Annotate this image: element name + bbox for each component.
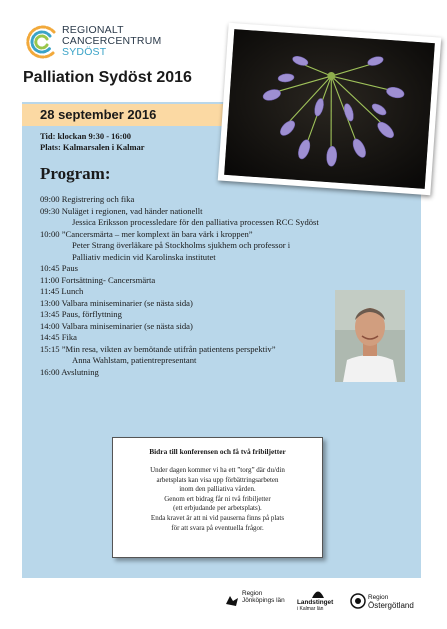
footer-text: i Kalmar län	[297, 606, 324, 612]
footer-region-jonkoping	[242, 590, 285, 604]
program-speaker: Jessica Eriksson processledare för den palliativa processen RCC Sydöst	[72, 217, 319, 227]
program-line: 10:45 Paus	[40, 263, 78, 273]
program-line: 14:00 Valbara miniseminarier (se nästa sida)	[40, 320, 193, 331]
box-line: inom den palliativa vården.	[179, 485, 256, 494]
program-speaker: Palliativ medicin vid Karolinska institutet	[72, 251, 216, 262]
footer-text: Östergötland	[368, 601, 414, 610]
program-heading: Program:	[40, 164, 111, 183]
event-time: Tid: klockan 9:30 - 16:00	[40, 131, 131, 141]
box-body	[113, 466, 322, 533]
logo-line3: SYDÖST	[62, 46, 107, 58]
program-speaker: Peter Strang överläkare på Stockholms sjukhem och professor i	[72, 240, 291, 250]
logo-text	[62, 25, 161, 58]
program-line: 15:15 ”Min resa, vikten av bemötande utifrån patientens perspektiv”	[40, 343, 276, 354]
logo-line1: REGIONALT	[62, 24, 124, 36]
program-line: 10:00 ”Cancersmärta – mer komplext än bara värk i kroppen”	[40, 228, 253, 239]
event-place: Plats: Kalmarsalen i Kalmar	[40, 142, 145, 152]
footer-text: Landstinget	[297, 599, 334, 606]
box-line: för att svara på eventuella frågor.	[171, 523, 264, 532]
box-line: Genom ert bidrag får ni två fribiljetter	[164, 494, 271, 503]
program-speaker: Anna Wahlstam, patientrepresentant	[72, 355, 197, 365]
program-line: 11:00 Fortsättning- Cancersmärta	[40, 274, 156, 285]
program-line: 13:45 Paus, förflyttning	[40, 309, 122, 319]
footer-text: Jönköpings län	[242, 597, 285, 604]
region-ostergotland-icon	[350, 593, 366, 609]
box-line: arbetsplats kan visa upp förbättringsarbeten	[156, 475, 279, 484]
program-line: 13:00 Valbara miniseminarier (se nästa sida)	[40, 297, 193, 308]
page-title: Palliation Sydöst 2016	[23, 69, 192, 86]
box-line: Under dagen kommer vi ha ett ”torg” där du/din	[150, 466, 285, 474]
box-line: Enda kravet är att ni vid pauserna finns på plats	[150, 513, 285, 522]
landstinget-kalmar-icon	[311, 587, 325, 599]
footer-region-ostergotland	[368, 594, 414, 610]
box-heading: Bidra till konferensen och få två fribiljetter	[149, 447, 286, 456]
event-date: 28 september 2016	[40, 107, 157, 122]
speaker-portrait	[335, 290, 405, 382]
contribution-box	[112, 437, 323, 558]
agapanthus-image	[224, 29, 435, 189]
flower-photo	[218, 23, 442, 195]
footer-text: Region	[242, 590, 263, 597]
box-line: (ett erbjudande per arbetsplats).	[173, 504, 262, 513]
program-line: 16:00 Avslutning	[40, 366, 99, 377]
program-line: 09:30 Nuläget i regionen, vad händer nationellt	[40, 205, 203, 216]
region-jonkoping-icon	[224, 594, 240, 608]
program-list	[40, 194, 340, 378]
rcc-logo-icon	[22, 22, 62, 62]
program-line: 09:00 Registrering och fika	[40, 194, 135, 204]
footer-region-kalmar	[297, 599, 333, 613]
footer-text: Region	[368, 594, 389, 601]
logo-line2: CANCERCENTRUM	[62, 35, 162, 47]
program-line: 14:45 Fika	[40, 332, 78, 342]
program-line: 11:45 Lunch	[40, 286, 84, 296]
